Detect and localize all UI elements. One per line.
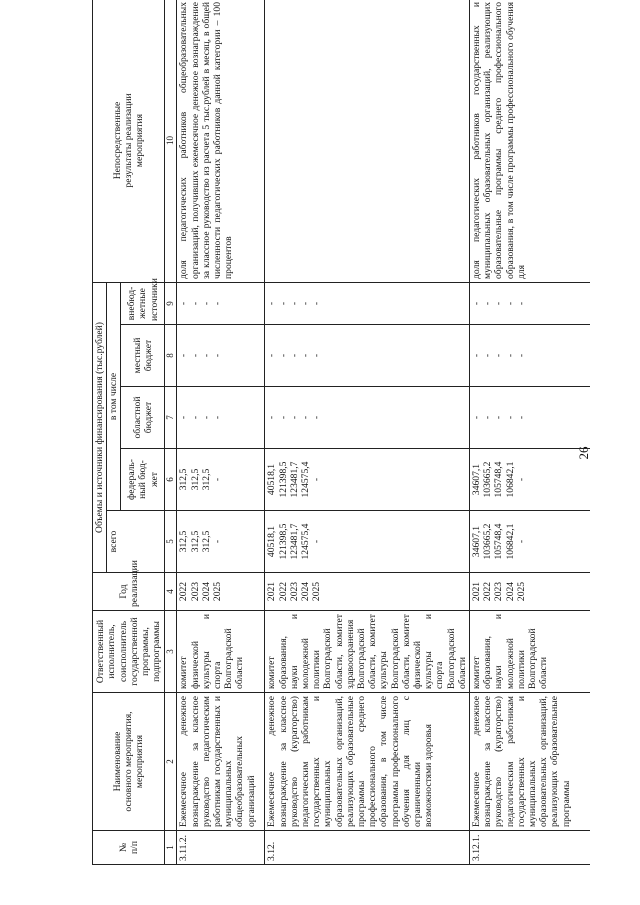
header-funding-group: Объемы и источники финансирования (тыс.рублей) [93,282,107,572]
years: 2022 2023 2024 2025 [177,573,265,611]
total-amount: 40518,1 121398,5 123481,7 124575,4 - [265,511,470,573]
federal-amount: 40518,1 121398,5 123481,7 124575,4 - [265,449,470,511]
federal-amount: 34607,1 103665,2 105748,4 106842,1 - [470,449,590,511]
header-extra: внебюд- жетные источники [121,282,165,324]
activities-table [92,0,590,865]
column-number: 10 [165,0,177,282]
header-in-that-number: в том числе [107,282,121,510]
activity-name: Ежемесячное денежное вознаграждение за классное руководство (кураторство) педагогическим работникам государственных и муниципальных образовательных организаций, реализующих образовательные программы среднего профессионального образования, в том числе программы профессионального обучения для лиц с ограниченными возможностями здоровья [265,693,470,831]
row-number: 3.12. [265,831,470,865]
expected-result: доля педагогических работников государственных и муниципальных образовательных организаций, реализующих образовательные программы среднего профессионального образования, в том числе программы профессионального обучения для [470,0,590,282]
header-local: местный бюджет [121,325,165,387]
local-amount: - - - - - [470,325,590,387]
table-row [470,0,590,865]
executor: комитет образования, науки и молодежной политики Волгоградской области [470,611,590,693]
column-number: 1 [165,831,177,865]
regional-amount: - - - - - [265,387,470,449]
expected-result [265,0,470,282]
header-federal: федераль- ный бюд- жет [121,449,165,511]
federal-amount: 312,5 312,5 312,5 - [177,449,265,511]
column-number: 6 [165,449,177,511]
years: 2021 2022 2023 2024 2025 [470,573,590,611]
column-number: 7 [165,387,177,449]
header-activity-name: Наименование основного мероприятия, мероприятия [93,693,165,831]
column-number: 4 [165,573,177,611]
column-number: 8 [165,325,177,387]
extra-amount: - - - - - [470,282,590,324]
executor: комитет образования, науки и молодежной политики Волгоградской области, комитет здравоохранения Волгоградской области, комитет культуры Волгоградской области, комитет физической культуры и спорта Волгоградской области [265,611,470,693]
column-number: 5 [165,511,177,573]
header-year: Год реализации [93,573,165,611]
header-results: Непосредственные результаты реализации мероприятия [93,0,165,282]
local-amount: - - - - - [265,325,470,387]
row-number: 3.12.1. [470,831,590,865]
row-number: 3.11.2. [177,831,265,865]
activity-name: Ежемесячное денежное вознаграждение за классное руководство (кураторство) педагогическим работникам государственных и муниципальных образовательных организаций, реализующих образовательные программы [470,693,590,831]
expected-result: доля педагогических работников общеобразовательных организаций, получивших ежемесячное денежное вознаграждение за классное руководство из расчета 5 тыс.рублей в месяц, в общей численности педагогических работников данной категории – 100 процентов [177,0,265,282]
table-row [177,0,265,865]
page-number: 26 [576,446,591,460]
local-amount: - - - - [177,325,265,387]
header-total: всего [107,511,165,573]
total-amount: 34607,1 103665,2 105748,4 106842,1 - [470,511,590,573]
activity-name: Ежемесячное денежное вознаграждение за классное руководство педагогическим работникам государственных и муниципальных общеобразовательных организаций [177,693,265,831]
header-number: № п/п [93,831,165,865]
header-regional: областной бюджет [121,387,165,449]
years: 2021 2022 2023 2024 2025 [265,573,470,611]
extra-amount: - - - - [177,282,265,324]
extra-amount: - - - - - [265,282,470,324]
total-amount: 312,5 312,5 312,5 - [177,511,265,573]
column-number: 2 [165,693,177,831]
column-number: 3 [165,611,177,693]
regional-amount: - - - - [177,387,265,449]
header-executor: Ответственный исполнитель, соисполнитель государственной программы, подпрограммы [93,611,165,693]
table-row [265,0,470,865]
executor: комитет физической культуры и спорта Волгоградской области [177,611,265,693]
regional-amount: - - - - - [470,387,590,449]
column-number: 9 [165,282,177,324]
